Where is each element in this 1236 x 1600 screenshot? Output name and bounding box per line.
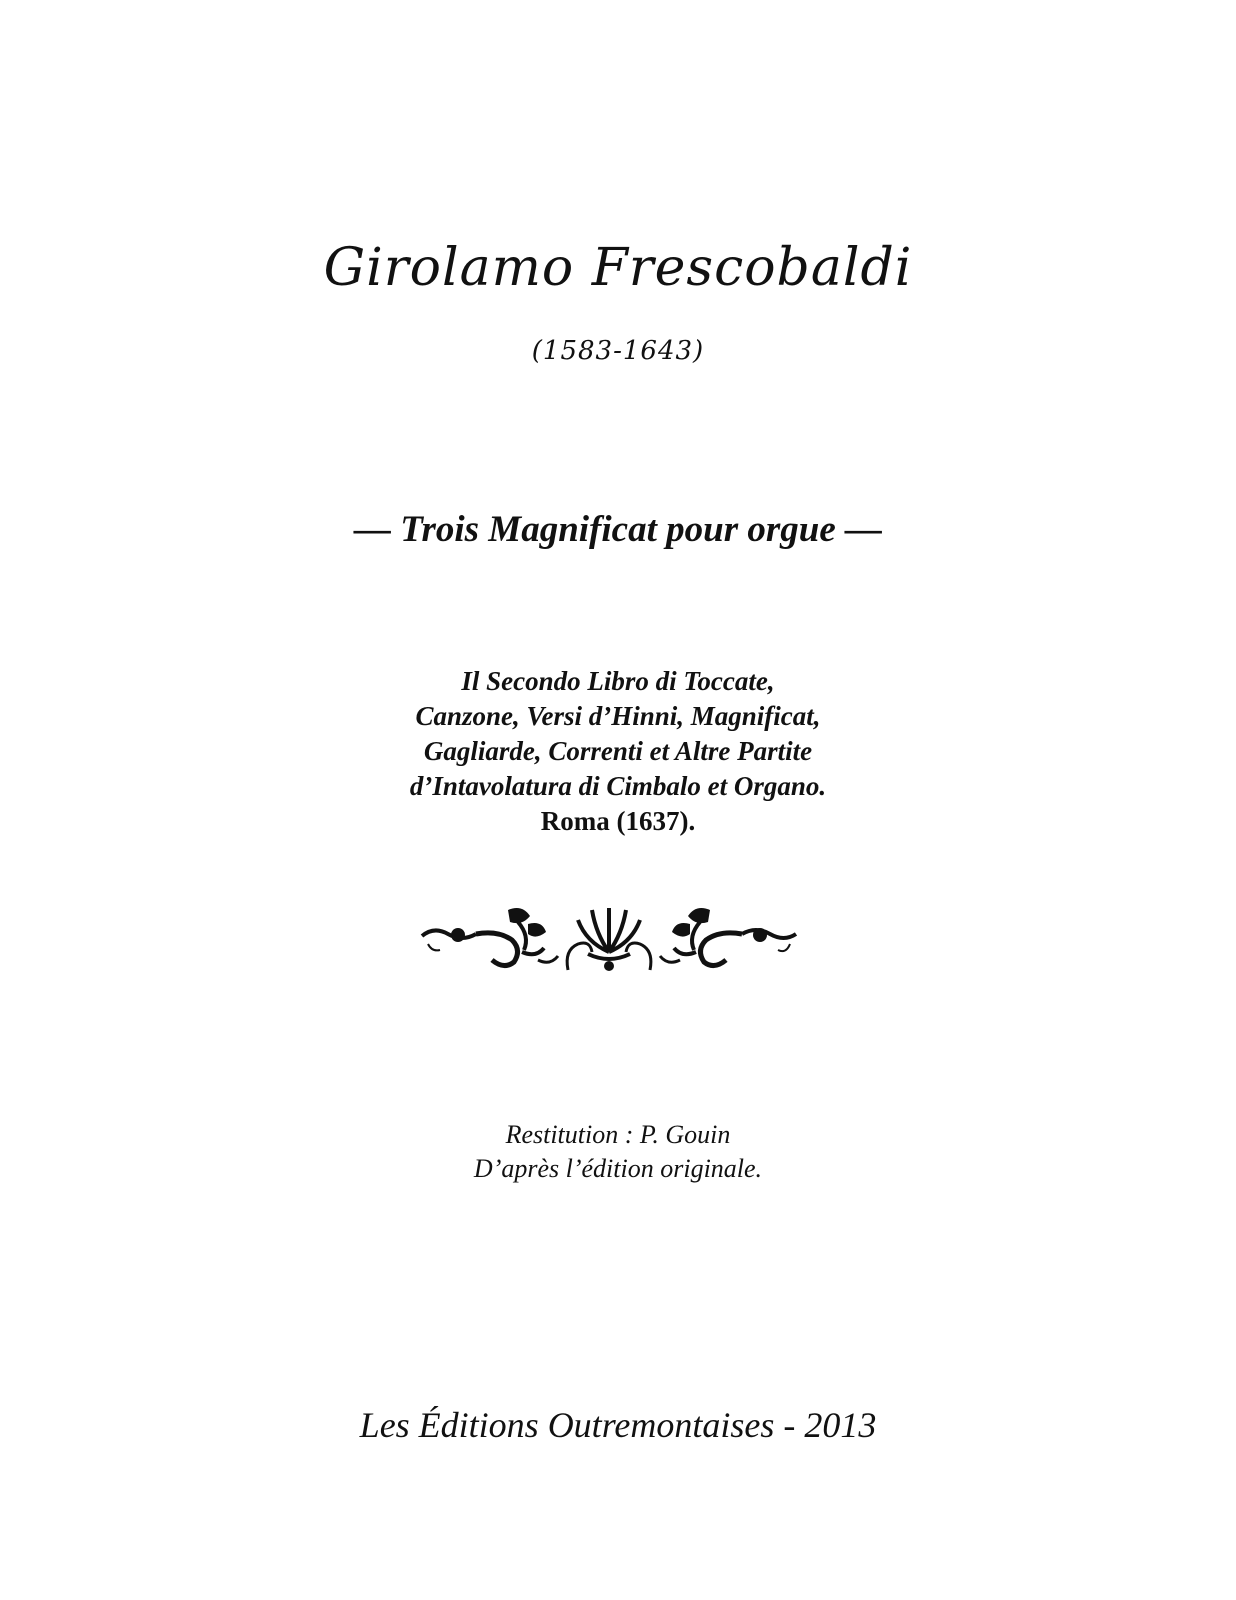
source-line: d’Intavolatura di Cimbalo et Organo. — [409, 771, 827, 801]
work-title: — Trois Magnificat pour orgue — — [354, 509, 882, 550]
edition-basis: D’après l’édition originale. — [473, 1154, 763, 1183]
credits — [0, 1118, 1236, 1186]
composer-name: Girolamo Frescobaldi — [323, 238, 913, 298]
source-line: Gagliarde, Correnti et Altre Partite — [423, 736, 813, 766]
restitution-credit: Restitution : P. Gouin — [505, 1120, 731, 1149]
source-line: Canzone, Versi d’Hinni, Magnificat, — [415, 701, 821, 731]
source-line: Il Secondo Libro di Toccate, — [461, 666, 775, 696]
publisher-line: Les Éditions Outremontaises - 2013 — [359, 1405, 877, 1445]
source-edition — [0, 664, 1236, 839]
composer-dates: (1583-1643) — [531, 336, 705, 366]
source-place-year: Roma (1637). — [540, 806, 696, 836]
floral-ornament-icon — [418, 900, 800, 980]
